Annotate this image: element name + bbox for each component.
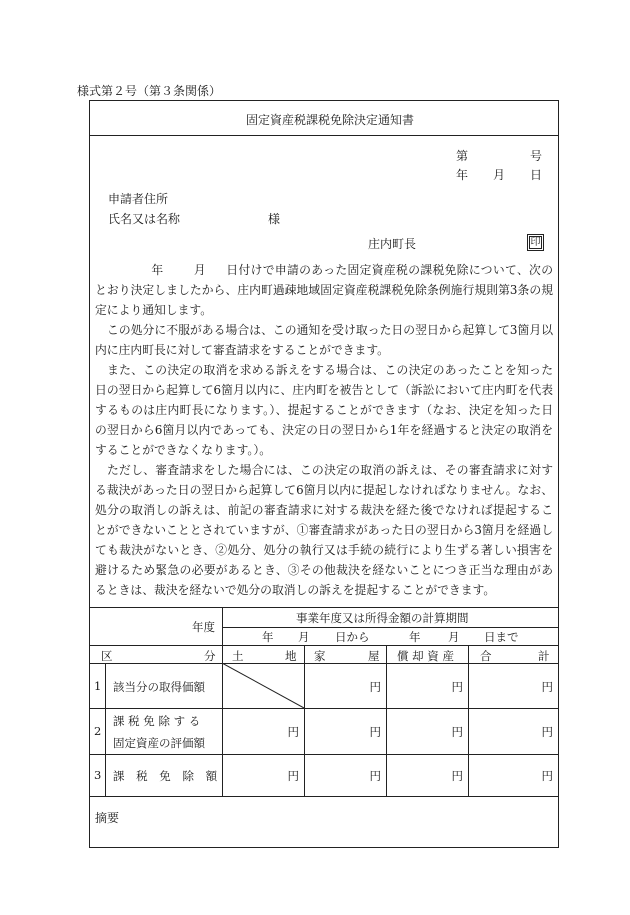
seal-mark: 印 <box>527 234 544 251</box>
issuer-name: 庄内町長 <box>368 237 417 251</box>
house-header-1: 家 <box>314 649 326 663</box>
row2-house-unit: 円 <box>369 725 381 739</box>
land-column-divider <box>304 645 305 796</box>
row2-total-unit: 円 <box>541 725 553 739</box>
house-column-divider <box>386 645 387 796</box>
row1-divider <box>89 708 559 709</box>
title-divider <box>89 135 559 136</box>
period-to-month: 月 <box>448 630 460 644</box>
depr-column-divider <box>468 645 469 796</box>
row2-divider <box>89 754 559 755</box>
row3-label: 課 税 免 除 額 <box>113 769 218 783</box>
row3-house-unit: 円 <box>369 769 381 783</box>
table-bottom-line <box>89 796 559 797</box>
row2-land-unit: 円 <box>287 725 299 739</box>
row2-label-line1: 課 税 免 除 す る <box>113 714 201 728</box>
intro-month: 月 <box>193 263 206 277</box>
category-header-1: 区 <box>101 649 113 663</box>
total-header-2: 計 <box>538 649 550 663</box>
row2-number: 2 <box>94 724 102 738</box>
year-label: 年度 <box>192 620 215 634</box>
row1-total-unit: 円 <box>541 680 553 694</box>
row3-number: 3 <box>94 768 102 782</box>
intro-paragraph <box>95 260 553 320</box>
date-month: 月 <box>493 168 506 182</box>
period-title: 事業年度又は所得金額の計算期間 <box>296 611 469 625</box>
row1-number: 1 <box>94 679 102 693</box>
applicant-name-label: 氏名又は名称 <box>108 212 181 226</box>
date-day: 日 <box>530 168 543 182</box>
intro-text: 日付けで申請のあった固定資産税の課税免除について、次のとおり決定しましたから、庄内町過疎地域固定資産税課税免除条例施行規則第3条の規定により通知します。 <box>95 263 553 317</box>
row3-total-unit: 円 <box>541 769 553 783</box>
appeal-paragraph: この処分に不服がある場合は、この通知を受け取った日の翌日から起算して3箇月以内に庄内町長に対して審査請求をすることができます。 <box>95 323 553 357</box>
header-divider <box>89 645 559 646</box>
form-label: 様式第２号（第３条関係） <box>77 84 222 98</box>
number-prefix: 第 <box>456 149 469 163</box>
total-header-1: 合 <box>480 649 492 663</box>
document-title: 固定資産税課税免除決定通知書 <box>246 113 415 127</box>
date-year: 年 <box>456 168 469 182</box>
row1-label: 該当分の取得価額 <box>113 680 205 694</box>
period-from-year: 年 <box>262 630 274 644</box>
category-header-2: 分 <box>204 649 216 663</box>
period-to-year: 年 <box>409 630 421 644</box>
house-header-2: 屋 <box>368 649 380 663</box>
depreciable-header: 償 却 資 産 <box>397 649 454 663</box>
lawsuit-paragraph: また、この決定の取消を求める訴えをする場合は、この決定のあったことを知った日の翌日から起算して6箇月以内に、庄内町を被告として（訴訟において庄内町を代表するものは庄内町長になります。）、提起することができます（なお、決定を知った日の翌日から6箇月以内であっても、決定の日の翌日から1年を経過すると決定の取消をすることができなくなります。）。 <box>95 363 553 457</box>
number-suffix: 号 <box>530 149 543 163</box>
intro-year: 年 <box>151 263 164 277</box>
land-header-1: 土 <box>232 649 244 663</box>
row2-label-line2: 固定資産の評価額 <box>113 736 205 750</box>
period-divider <box>222 627 559 628</box>
row1-depr-unit: 円 <box>451 680 463 694</box>
row3-land-unit: 円 <box>287 769 299 783</box>
period-from-month: 月 <box>298 630 310 644</box>
period-from-day: 日から <box>335 630 370 644</box>
table-top-line <box>89 607 559 608</box>
applicant-address-label: 申請者住所 <box>108 192 169 206</box>
applicant-honorific: 様 <box>268 212 281 226</box>
remarks-label: 摘要 <box>95 811 120 825</box>
row3-depr-unit: 円 <box>451 769 463 783</box>
row2-depr-unit: 円 <box>451 725 463 739</box>
row1-land-diagonal <box>222 663 304 708</box>
exception-paragraph: ただし、審査請求をした場合には、この決定の取消の訴えは、その審査請求に対する裁決があった日の翌日から起算して6箇月以内に提起しなければなりません。なお、処分の取消しの訴えは、前記の審査請求に対する裁決を経た後でなければ提起することができないこととされていますが、①審査請求があった日の翌日から3箇月を経過しても裁決がないとき、②処分、処分の執行又は手続の続行により生ずる著しい損害を避けるため緊急の必要があるとき、③その他裁決を経ないことにつき正当な理由があるときは、裁決を経ないで処分の取消しの訴えを提起することができます。 <box>95 463 553 597</box>
row1-house-unit: 円 <box>369 680 381 694</box>
land-header-2: 地 <box>285 649 297 663</box>
period-to-day: 日まで <box>484 630 519 644</box>
number-column-divider <box>105 663 106 796</box>
